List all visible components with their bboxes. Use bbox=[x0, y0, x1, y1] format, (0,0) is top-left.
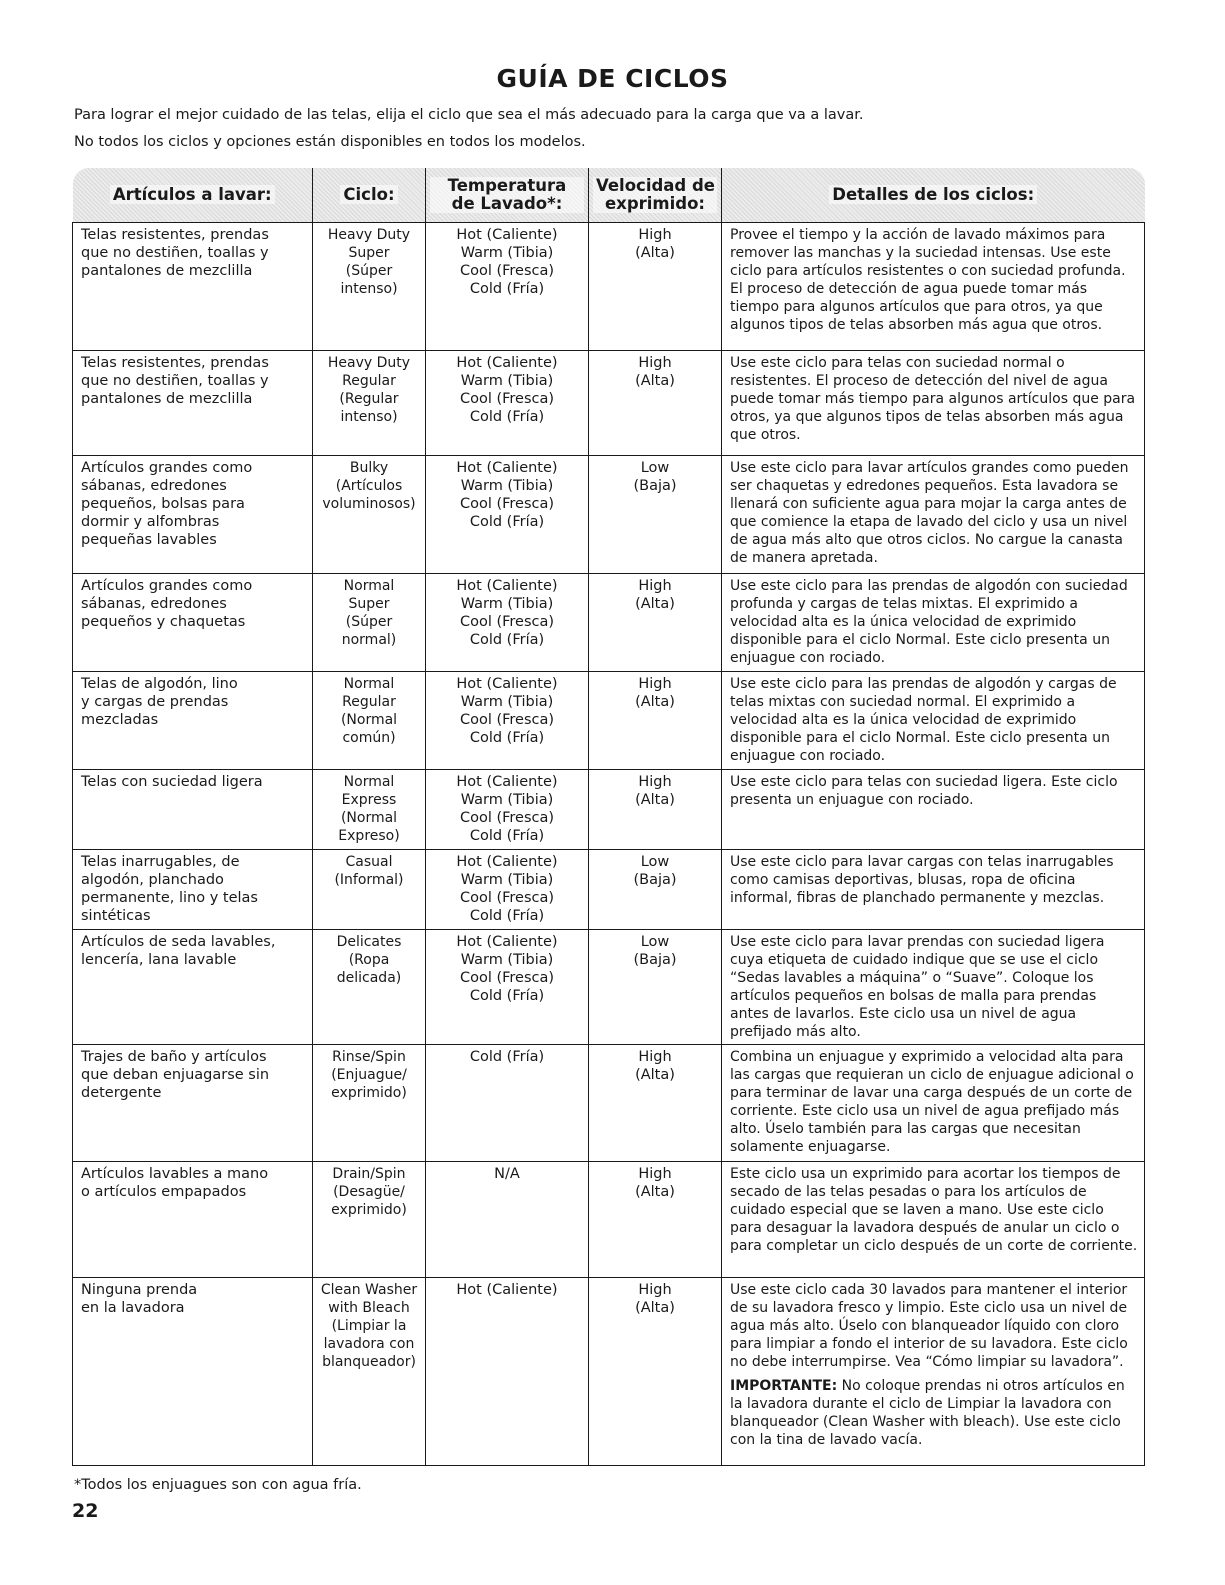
temperature-cell bbox=[426, 850, 589, 930]
cycle-cell-line: Rinse/Spin bbox=[332, 1049, 406, 1065]
details-text: Use este ciclo para lavar prendas con suciedad ligera cuya etiqueta de cuidado indique que se use el ciclo “Sedas lavables a máquina” o “Suave”. Coloque los artículos pequeños en bolsas de malla para prendas antes de lavarlos. Este ciclo usa un nivel de agua prefijado más alto. bbox=[730, 934, 1105, 1040]
temperature-cell-line: Cool (Fresca) bbox=[459, 970, 555, 986]
items-cell-line: Telas inarrugables, de bbox=[81, 854, 240, 870]
items-cell-line: pequeños y chaquetas bbox=[81, 614, 246, 630]
cycle-cell-line: (Regular bbox=[339, 391, 399, 407]
details-text: Provee el tiempo y la acción de lavado máximos para remover las manchas y la suciedad intensas. Use este ciclo para artículos resistentes o con suciedad profunda. El proceso de detección de agua puede tomar más tiempo para algunos artículos que para otros, ya que algunos tipos de telas absorben más agua que otros. bbox=[730, 227, 1126, 333]
items-cell-line: pantalones de mezclilla bbox=[81, 391, 253, 407]
cycle-cell-line: común) bbox=[342, 730, 396, 746]
spin-speed-cell bbox=[589, 930, 722, 1045]
table-row bbox=[73, 1045, 1145, 1162]
page-title: GUÍA DE CICLOS bbox=[496, 64, 729, 93]
temperature-cell-line: N/A bbox=[494, 1166, 520, 1182]
temperature-cell-line: Cool (Fresca) bbox=[459, 614, 555, 630]
header-details: Detalles de los ciclos: bbox=[722, 168, 1145, 223]
temperature-cell-line: Cold (Fría) bbox=[469, 281, 545, 297]
spin-speed-cell-line: (Alta) bbox=[635, 1067, 675, 1083]
spin-speed-cell-line: Low bbox=[640, 460, 670, 476]
spin-speed-cell-line: Low bbox=[640, 934, 670, 950]
spin-speed-cell-line: Low bbox=[640, 854, 670, 870]
cycle-cell-line: Drain/Spin bbox=[332, 1166, 406, 1182]
items-cell-line: que no destiñen, toallas y bbox=[81, 373, 269, 389]
items-cell-line: Artículos grandes como bbox=[81, 460, 253, 476]
temperature-cell-line: Hot (Caliente) bbox=[456, 227, 558, 243]
details-text: Use este ciclo para las prendas de algodón con suciedad profunda y cargas de telas mixtas. El exprimido a velocidad alta es la única velocidad de exprimido disponible para el ciclo Normal. Este ciclo presenta un enjuague con rociado. bbox=[730, 578, 1128, 666]
table-body bbox=[73, 223, 1145, 1466]
cycle-cell-line: intenso) bbox=[340, 281, 398, 297]
table-row bbox=[73, 1278, 1145, 1466]
cycle-cell bbox=[313, 456, 426, 574]
cycle-cell-line: Regular bbox=[342, 694, 396, 710]
spin-speed-cell-line: (Alta) bbox=[635, 245, 675, 261]
temperature-cell-line: Cool (Fresca) bbox=[459, 496, 555, 512]
cycle-cell-line: Heavy Duty bbox=[327, 227, 411, 243]
cycle-cell bbox=[313, 1162, 426, 1278]
cycle-cell-line: (Normal bbox=[340, 712, 398, 728]
spin-speed-cell bbox=[589, 1162, 722, 1278]
temperature-cell-line: Cool (Fresca) bbox=[459, 391, 555, 407]
spin-speed-cell bbox=[589, 850, 722, 930]
temperature-cell bbox=[426, 1162, 589, 1278]
items-cell bbox=[73, 850, 313, 930]
spin-speed-cell-line: High bbox=[638, 1049, 672, 1065]
items-cell bbox=[73, 351, 313, 456]
table-row bbox=[73, 456, 1145, 574]
cycle-cell bbox=[313, 351, 426, 456]
temperature-cell-line: Cold (Fría) bbox=[469, 828, 545, 844]
items-cell-line: pequeñas lavables bbox=[81, 532, 217, 548]
details-cell bbox=[722, 574, 1145, 672]
cycle-cell-line: Clean Washer bbox=[320, 1282, 418, 1298]
temperature-cell-line: Hot (Caliente) bbox=[456, 854, 558, 870]
items-cell-line: Telas de algodón, lino bbox=[81, 676, 238, 692]
details-text: Use este ciclo para telas con suciedad ligera. Este ciclo presenta un enjuague con rociado. bbox=[730, 774, 1118, 808]
temperature-cell-line: Cool (Fresca) bbox=[459, 712, 555, 728]
temperature-cell-line: Warm (Tibia) bbox=[460, 245, 554, 261]
cycle-cell-line: (Súper bbox=[345, 263, 393, 279]
cycle-cell-line: Super bbox=[348, 596, 390, 612]
details-cell bbox=[722, 1162, 1145, 1278]
cycle-cell bbox=[313, 850, 426, 930]
cycle-cell bbox=[313, 1045, 426, 1162]
items-cell bbox=[73, 574, 313, 672]
spin-speed-cell-line: (Alta) bbox=[635, 1300, 675, 1316]
spin-speed-cell-line: (Baja) bbox=[633, 952, 677, 968]
cycle-cell-line: with Bleach bbox=[328, 1300, 410, 1316]
temperature-cell-line: Cold (Fría) bbox=[469, 632, 545, 648]
cycle-cell-line: (Desagüe/ bbox=[333, 1184, 405, 1200]
temperature-cell-line: Warm (Tibia) bbox=[460, 694, 554, 710]
items-cell bbox=[73, 1278, 313, 1466]
cycle-cell-line: (Ropa bbox=[348, 952, 390, 968]
items-cell-line: que deban enjuagarse sin bbox=[81, 1067, 270, 1083]
cycle-cell-line: Normal bbox=[343, 676, 395, 692]
temperature-cell-line: Cool (Fresca) bbox=[459, 263, 555, 279]
table-row bbox=[73, 574, 1145, 672]
temperature-cell bbox=[426, 574, 589, 672]
cycle-cell-line: (Artículos bbox=[335, 478, 403, 494]
temperature-cell-line: Hot (Caliente) bbox=[456, 1282, 558, 1298]
details-text: Este ciclo usa un exprimido para acortar los tiempos de secado de las telas pesadas o para los artículos de cuidado especial que se laven a mano. Use este ciclo para desaguar la lavadora después de anular un ciclo o para completar un ciclo después de un corte de corriente. bbox=[730, 1166, 1138, 1254]
cycle-cell-line: blanqueador) bbox=[322, 1354, 416, 1370]
items-cell-line: Ninguna prenda bbox=[81, 1282, 198, 1298]
cycle-cell-line: Bulky bbox=[349, 460, 389, 476]
temperature-cell bbox=[426, 1045, 589, 1162]
details-text: Use este ciclo para telas con suciedad normal o resistentes. El proceso de detección del nivel de agua puede tomar más tiempo para algunos artículos que para otros, ya que algunos tipos de telas absorben más agua que otros. bbox=[730, 355, 1136, 443]
table-row bbox=[73, 223, 1145, 351]
header-cycle: Ciclo: bbox=[313, 168, 426, 223]
spin-speed-cell bbox=[589, 223, 722, 351]
temperature-cell-line: Hot (Caliente) bbox=[456, 355, 558, 371]
spin-speed-cell-line: (Alta) bbox=[635, 596, 675, 612]
temperature-cell bbox=[426, 672, 589, 770]
cycle-cell-line: Delicates bbox=[336, 934, 402, 950]
table-row bbox=[73, 672, 1145, 770]
spin-speed-cell bbox=[589, 770, 722, 850]
items-cell-line: Telas resistentes, prendas bbox=[81, 355, 269, 371]
items-cell-line: sábanas, edredones bbox=[81, 596, 227, 612]
items-cell bbox=[73, 930, 313, 1045]
items-cell-line: pantalones de mezclilla bbox=[81, 263, 253, 279]
temperature-cell-line: Hot (Caliente) bbox=[456, 774, 558, 790]
temperature-cell-line: Cold (Fría) bbox=[469, 1049, 545, 1065]
details-cell bbox=[722, 456, 1145, 574]
cycle-cell bbox=[313, 574, 426, 672]
items-cell-line: Artículos de seda lavables, bbox=[81, 934, 276, 950]
cycle-guide-table bbox=[72, 168, 1145, 1466]
items-cell-line: mezcladas bbox=[81, 712, 159, 728]
details-cell bbox=[722, 1045, 1145, 1162]
cycle-cell-line: intenso) bbox=[340, 409, 398, 425]
details-cell bbox=[722, 850, 1145, 930]
temperature-cell-line: Hot (Caliente) bbox=[456, 460, 558, 476]
temperature-cell-line: Hot (Caliente) bbox=[456, 578, 558, 594]
items-cell-line: algodón, planchado bbox=[81, 872, 224, 888]
details-cell bbox=[722, 223, 1145, 351]
cycle-cell-line: lavadora con bbox=[323, 1336, 415, 1352]
items-cell bbox=[73, 1162, 313, 1278]
temperature-cell bbox=[426, 223, 589, 351]
temperature-cell-line: Warm (Tibia) bbox=[460, 478, 554, 494]
table-row bbox=[73, 930, 1145, 1045]
spin-speed-cell-line: (Alta) bbox=[635, 373, 675, 389]
cycle-cell-line: delicada) bbox=[336, 970, 402, 986]
table-row bbox=[73, 1162, 1145, 1278]
temperature-cell-line: Cool (Fresca) bbox=[459, 810, 555, 826]
page-number: 22 bbox=[72, 1500, 99, 1522]
header-spin-speed: Velocidad de exprimido: bbox=[589, 168, 722, 223]
spin-speed-cell bbox=[589, 1278, 722, 1466]
details-text: Combina un enjuague y exprimido a velocidad alta para las cargas que requieran un ciclo de enjuague adicional o para terminar de lavar una carga después de un corte de corriente. Este ciclo usa un nivel de agua prefijado más alto. Úselo también para las cargas que necesitan solamente enjuagarse. bbox=[730, 1049, 1134, 1155]
items-cell-line: sintéticas bbox=[81, 908, 151, 924]
cycle-cell-line: Super bbox=[348, 245, 390, 261]
cycle-cell-line: Casual bbox=[345, 854, 393, 870]
cycle-cell-line: Expreso) bbox=[338, 828, 400, 844]
details-cell bbox=[722, 351, 1145, 456]
items-cell-line: sábanas, edredones bbox=[81, 478, 227, 494]
items-cell-line: pequeños, bolsas para bbox=[81, 496, 245, 512]
intro-text: Para lograr el mejor cuidado de las telas, elija el ciclo que sea el más adecuado para la carga que va a lavar. bbox=[74, 107, 864, 123]
spin-speed-cell-line: (Alta) bbox=[635, 792, 675, 808]
cycle-cell-line: Normal bbox=[343, 774, 395, 790]
items-cell-line: Artículos grandes como bbox=[81, 578, 253, 594]
temperature-cell bbox=[426, 351, 589, 456]
intro-note: No todos los ciclos y opciones están disponibles en todos los modelos. bbox=[74, 134, 586, 150]
cycle-cell-line: exprimido) bbox=[331, 1202, 407, 1218]
items-cell-line: que no destiñen, toallas y bbox=[81, 245, 269, 261]
spin-speed-cell bbox=[589, 351, 722, 456]
cycle-cell bbox=[313, 770, 426, 850]
temperature-cell-line: Warm (Tibia) bbox=[460, 872, 554, 888]
cycle-cell-line: (Informal) bbox=[334, 872, 404, 888]
items-cell-line: Telas resistentes, prendas bbox=[81, 227, 269, 243]
cycle-cell bbox=[313, 930, 426, 1045]
spin-speed-cell-line: High bbox=[638, 676, 672, 692]
temperature-cell-line: Cold (Fría) bbox=[469, 988, 545, 1004]
items-cell bbox=[73, 770, 313, 850]
temperature-cell-line: Hot (Caliente) bbox=[456, 934, 558, 950]
cycle-cell-line: (Limpiar la bbox=[331, 1318, 407, 1334]
temperature-cell bbox=[426, 1278, 589, 1466]
temperature-cell bbox=[426, 770, 589, 850]
spin-speed-cell bbox=[589, 1045, 722, 1162]
spin-speed-cell-line: (Alta) bbox=[635, 1184, 675, 1200]
cycle-cell-line: (Normal bbox=[340, 810, 398, 826]
cycle-cell-line: Express bbox=[341, 792, 397, 808]
items-cell-line: dormir y alfombras bbox=[81, 514, 220, 530]
important-label: IMPORTANTE: bbox=[730, 1378, 838, 1394]
table-header-row bbox=[73, 168, 1145, 223]
temperature-cell-line: Cold (Fría) bbox=[469, 908, 545, 924]
spin-speed-cell bbox=[589, 456, 722, 574]
items-cell-line: Trajes de baño y artículos bbox=[81, 1049, 267, 1065]
items-cell-line: permanente, lino y telas bbox=[81, 890, 258, 906]
spin-speed-cell bbox=[589, 574, 722, 672]
spin-speed-cell-line: High bbox=[638, 578, 672, 594]
table-row bbox=[73, 770, 1145, 850]
items-cell-line: en la lavadora bbox=[81, 1300, 185, 1316]
details-cell bbox=[722, 1278, 1145, 1466]
cycle-cell-line: (Súper bbox=[345, 614, 393, 630]
cycle-cell bbox=[313, 223, 426, 351]
spin-speed-cell-line: High bbox=[638, 774, 672, 790]
table-row bbox=[73, 351, 1145, 456]
items-cell bbox=[73, 672, 313, 770]
items-cell-line: Artículos lavables a mano bbox=[81, 1166, 269, 1182]
important-text: No coloque prendas ni otros artículos en la lavadora durante el ciclo de Limpiar la lavadora con blanqueador (Clean Washer with bleach). Use este ciclo con la tina de lavado vacía. bbox=[730, 1378, 1125, 1448]
details-cell bbox=[722, 672, 1145, 770]
temperature-cell-line: Hot (Caliente) bbox=[456, 676, 558, 692]
spin-speed-cell-line: (Alta) bbox=[635, 694, 675, 710]
temperature-cell bbox=[426, 930, 589, 1045]
cycle-cell-line: voluminosos) bbox=[322, 496, 416, 512]
temperature-cell-line: Warm (Tibia) bbox=[460, 596, 554, 612]
spin-speed-cell-line: High bbox=[638, 355, 672, 371]
spin-speed-cell-line: (Baja) bbox=[633, 872, 677, 888]
temperature-cell-line: Warm (Tibia) bbox=[460, 373, 554, 389]
items-cell bbox=[73, 1045, 313, 1162]
cycle-cell-line: Regular bbox=[342, 373, 396, 389]
items-cell-line: o artículos empapados bbox=[81, 1184, 247, 1200]
header-temperature: Temperatura de Lavado*: bbox=[426, 168, 589, 223]
cycle-cell-line: normal) bbox=[341, 632, 397, 648]
cycle-cell bbox=[313, 672, 426, 770]
footnote: *Todos los enjuagues son con agua fría. bbox=[74, 1477, 362, 1493]
temperature-cell-line: Cold (Fría) bbox=[469, 730, 545, 746]
items-cell-line: Telas con suciedad ligera bbox=[81, 774, 263, 790]
details-cell bbox=[722, 930, 1145, 1045]
items-cell-line: y cargas de prendas bbox=[81, 694, 229, 710]
temperature-cell-line: Cold (Fría) bbox=[469, 409, 545, 425]
header-items: Artículos a lavar: bbox=[73, 168, 313, 223]
spin-speed-cell-line: High bbox=[638, 227, 672, 243]
temperature-cell-line: Warm (Tibia) bbox=[460, 952, 554, 968]
table-row bbox=[73, 850, 1145, 930]
temperature-cell-line: Cold (Fría) bbox=[469, 514, 545, 530]
cycle-cell-line: Heavy Duty bbox=[327, 355, 411, 371]
temperature-cell-line: Warm (Tibia) bbox=[460, 792, 554, 808]
cycle-cell-line: Normal bbox=[343, 578, 395, 594]
items-cell bbox=[73, 223, 313, 351]
cycle-cell-line: (Enjuague/ bbox=[331, 1067, 407, 1083]
items-cell-line: lencería, lana lavable bbox=[81, 952, 237, 968]
important-note bbox=[730, 1377, 1138, 1449]
details-text: Use este ciclo cada 30 lavados para mantener el interior de su lavadora fresco y limpio. Este ciclo usa un nivel de agua más alto. Úselo con blanqueador líquido con cloro para limpiar a fondo el interior de su lavadora. Este ciclo no debe interrumpirse. Vea “Cómo limpiar su lavadora”. bbox=[730, 1282, 1128, 1370]
details-cell bbox=[722, 770, 1145, 850]
temperature-cell bbox=[426, 456, 589, 574]
spin-speed-cell-line: High bbox=[638, 1166, 672, 1182]
spin-speed-cell-line: (Baja) bbox=[633, 478, 677, 494]
temperature-cell-line: Cool (Fresca) bbox=[459, 890, 555, 906]
items-cell bbox=[73, 456, 313, 574]
spin-speed-cell-line: High bbox=[638, 1282, 672, 1298]
items-cell-line: detergente bbox=[81, 1085, 162, 1101]
details-text: Use este ciclo para lavar cargas con telas inarrugables como camisas deportivas, blusas, ropa de oficina informal, fibras de planchado permanente y mezclas. bbox=[730, 854, 1114, 906]
cycle-cell-line: exprimido) bbox=[331, 1085, 407, 1101]
spin-speed-cell bbox=[589, 672, 722, 770]
cycle-cell bbox=[313, 1278, 426, 1466]
details-text: Use este ciclo para las prendas de algodón y cargas de telas mixtas con suciedad normal. El exprimido a velocidad alta es la única velocidad de exprimido disponible para el ciclo Normal. Este ciclo presenta un enjuague con rociado. bbox=[730, 676, 1117, 764]
details-text: Use este ciclo para lavar artículos grandes como pueden ser chaquetas y edredones pequeños. Esta lavadora se llenará con suficiente agua para mojar la carga antes de que comience la etapa de lavado del ciclo y usa un nivel de agua más alto que otros ciclos. No cargue la canasta de manera apretada. bbox=[730, 460, 1129, 566]
